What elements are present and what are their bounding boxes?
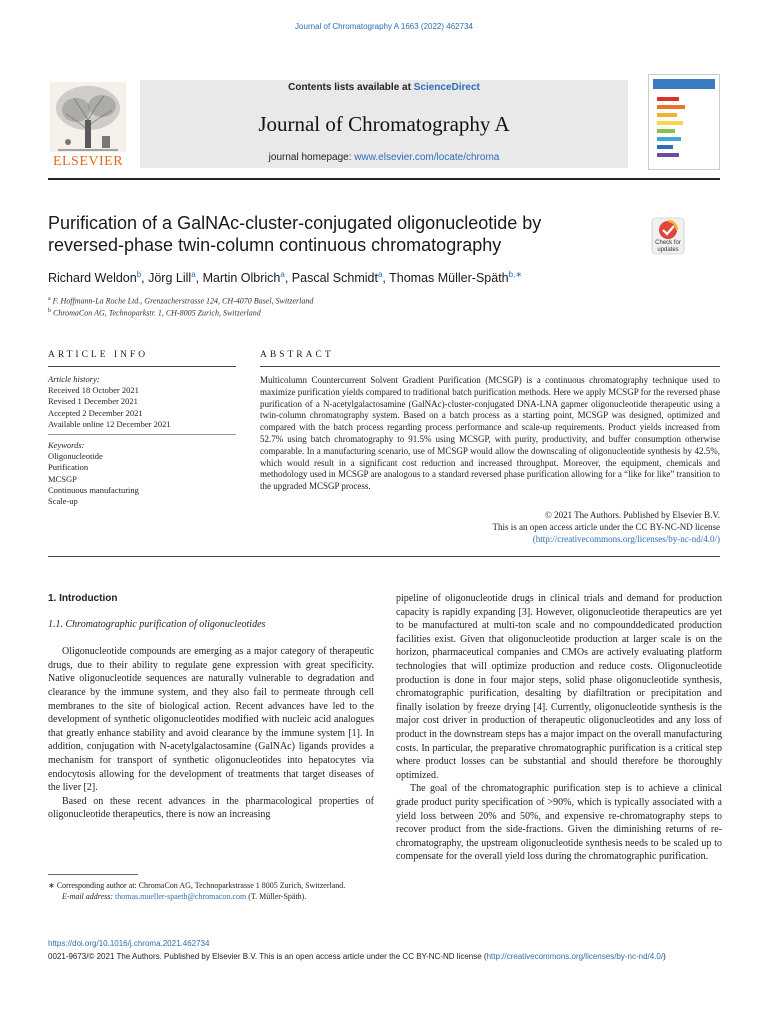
affiliation-b: $^b$ ChromaCon AG, Technoparkstr. 1, CH-8005 Zurich, Switzerland [48,308,261,318]
article-title: Purification of a GalNAc-cluster-conjugated oligonucleotide by reversed-phase twin-column continuous chromatography [48,213,542,255]
cover-bar [657,113,677,117]
footnote-divider [48,874,138,875]
cover-header [653,79,715,89]
cover-bar [657,153,679,157]
author[interactable]: Pascal Schmidt$^a$ [291,270,383,286]
cover-bar [657,137,681,141]
abstract-copyright: © 2021 The Authors. Published by Elsevier B.V. [544,510,720,520]
email-link[interactable]: thomas.mueller-spaeth@chromacon.com [115,892,247,901]
publisher-name: ELSEVIER [52,154,124,169]
homepage-link[interactable]: www.elsevier.com/locate/chroma [354,152,500,163]
paragraph: Based on these recent advances in the pharmacological properties of oligonucleotide therapeutics, there is now an increasing [48,795,374,821]
info-divider [48,434,236,435]
body-column-right [396,592,722,864]
author[interactable]: Jörg Lill$^a$ [148,270,196,286]
license-link[interactable]: (http://creativecommons.org/licenses/by-nc-nd/4.0/) [532,534,720,544]
article-info-divider [48,366,236,367]
paragraph: The goal of the chromatographic purification step is to achieve a clinical grade product purity specification of >90%, which is typically associated with a yield loss between 20% and 50%, and expensive re-chromatography steps to recover product from the side-fractions. Given the diminishing returns of re-chromatography, the upstream oligonucleotide synthesis needs to be scaled up to compensate for the overall yield loss during the chromatographic purification. [396,783,722,863]
body-column-left [48,592,374,822]
journal-cover-icon[interactable] [648,74,720,170]
front-matter-divider [48,556,720,557]
author[interactable]: Martin Olbrich$^a$ [202,270,285,286]
contents-line: Contents lists available at ScienceDirect [288,82,480,93]
keyword: Continuous manufacturing [48,484,139,495]
abstract-divider [260,366,720,367]
author[interactable]: Thomas Müller-Späth$^{b,∗}$ [389,270,523,286]
corresponding-footnote: ∗ Corresponding author at: ChromaCon AG, Technoparkstrasse 1 8005 Zurich, Switzerland. E-mail address: thomas.mueller-spaeth@chromacon.com (T. Müller-Späth). [48,881,346,901]
homepage-line: journal homepage: www.elsevier.com/locate/chroma [268,152,500,163]
paragraph: Oligonucleotide compounds are emerging as a major category of therapeutic drugs, due to their ability to regulate gene expression with great specificity. Native oligonucleotide sequences are naturally vulnerable to degradation and clearance by the immune system, and they also fail to permeate through cell membranes to the site of biological action. Recent advances have led to the development of synthetic oligonucleotides modified with nucleic acid analogues that greatly enhance stability and avoid clearance by the immune system [1]. In addition, conjugation with N-acetylgalactosamine (GalNAc) ligands provides a mechanism for transport of synthetic oligonucleotides into hepatocytes via endocytosis allowing for the development of treatments that target diseases of the liver [2]. [48,646,374,794]
history-item: Available online 12 December 2021 [48,418,171,429]
sciencedirect-link[interactable]: ScienceDirect [413,82,480,93]
check-for-updates-label: Check for updates [655,240,681,253]
author[interactable]: Richard Weldon$^b$ [48,270,142,286]
cover-bar [657,121,683,125]
subsection-heading: 1.1. Chromatographic purification of oligonucleotides [48,618,266,630]
article-history: Article history: Received 18 October 2021 Revised 1 December 2021 Accepted 2 December 2021 Available online 12 December 2021 [48,374,236,430]
footer-license-link[interactable]: http://creativecommons.org/licenses/by-nc-nd/4.0/ [486,952,664,961]
paragraph: pipeline of oligonucleotide drugs in clinical trials and demand for production capacity is rapidly expanding [3]. However, oligonucleotide therapeutics are yet to be manufactured at multi-ton scale and no compounddedicated production facilities exist. Given that oligonucleotide production at larger scale is on the horizon, pharmaceutical companies and CMOs are actively evaluating platform technologies that will optimize production and reduce costs. Oligonucleotide production is done in four major steps, solid phase oligonucleotide synthesis, chromatographic purification, desalting by diafiltration or precipitation and finally isolation by freeze drying [4]. Currently, oligonucleotide synthesis is the major cost driver in production of therapeutic oligonucleotides and any loss of product in the downstream steps has a major impact on the overall manufacturing costs. In particular, the preparative chromatographic purification is a critical step where product losses can be substantial and should therefore be thoroughly optimized. [396,593,723,781]
doi-link[interactable]: https://doi.org/10.1016/j.chroma.2021.462734 [48,939,210,948]
cover-bar [657,129,675,133]
journal-title: Journal of Chromatography A [258,112,510,136]
keyword: MCSGP [48,473,77,484]
license-footer: 0021-9673/© 2021 The Authors. Published by Elsevier B.V. This is an open access article under the CC BY-NC-ND license (http://creativecommons.org/licenses/by-nc-nd/4.0/) [48,952,666,961]
history-item: Received 18 October 2021 [48,385,139,396]
section-heading: 1. Introduction [48,593,118,604]
cover-bar [657,145,673,149]
keyword: Oligonucleotide [48,451,103,462]
cover-bar [657,105,685,109]
abstract-text: Multicolumn Countercurrent Solvent Gradient Purification (MCSGP) is a continuous chromatography technique used to maximize purification yields compared to traditional batch purification methods. Here we apply MCSGP for the reversed phase purification of a N-acetylgalactosamine (GalNAc)-cluster-conjugated DNA-LNA gapmer oligonucleotide therapeutic using a twin-column chromatography system. Based on a batch process as a starting point, MCSGP was designed, optimized and compared with the batch process regarding process performance and scale-up requirements. Product yields increased from 52.7% using batch chromatography to 91.5% using MCSGP, with purity, productivity, and buffer consumption otherwise comparable. In a manufacturing scenario, use of MCSGP would allow the downscaling of oligonucleotide synthesis by 42.5%, which would result in a significant cost reduction and increased throughput. Moreover, the equipment, chemicals and methodology used in MCSGP are analogous to a standard reversed phase purification allowing for a “like for like” transition to the upgraded MCSGP process. [260,375,720,492]
citation-line[interactable]: Journal of Chromatography A 1663 (2022) 462734 [295,22,473,31]
journal-banner [140,80,628,168]
keyword: Purification [48,462,89,473]
abstract-heading: ABSTRACT [260,350,334,360]
keywords: Keywords: Oligonucleotide Purification MCSGP Continuous manufacturing Scale-up [48,440,236,507]
header-divider [48,178,720,180]
abstract-oa-line: This is an open access article under the CC BY-NC-ND license [492,522,720,532]
keyword: Scale-up [48,496,78,507]
cover-bar [657,97,679,101]
history-item: Revised 1 December 2021 [48,396,138,407]
journal-header [48,80,720,170]
history-item: Accepted 2 December 2021 [48,407,143,418]
affiliation-a: $^a$ F. Hoffmann-La Roche Ltd., Grenzacherstrasse 124, CH-4070 Basel, Switzerland [48,296,314,306]
author-list: Richard Weldon$^b$, Jörg Lill$^a$, Martin Olbrich$^a$, Pascal Schmidt$^a$, Thomas Müller-Späth$^{b,∗}$ [48,270,523,286]
article-info-heading: ARTICLE INFO [48,350,149,360]
